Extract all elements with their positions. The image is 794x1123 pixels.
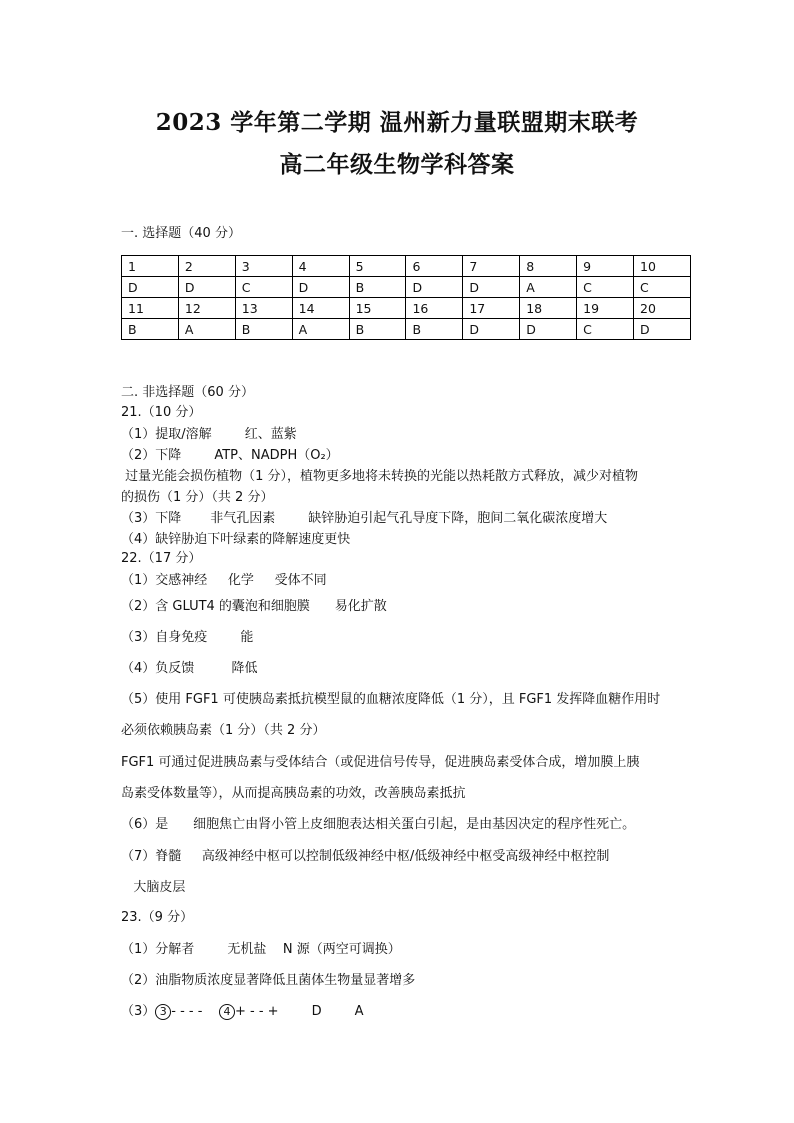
- answer-table-cell: B: [235, 319, 292, 340]
- answer-table-cell: D: [634, 319, 691, 340]
- answer-table-cell: 4: [292, 256, 349, 277]
- q23-answer-3-signs-a: - - - -: [171, 1004, 219, 1019]
- q21-answer-1: （1）提取/溶解 红、蓝紫: [121, 427, 297, 442]
- answer-table-cell: D: [520, 319, 577, 340]
- q22-answer-2: （2）含 GLUT4 的囊泡和细胞膜 易化扩散: [121, 599, 387, 614]
- q22-answer-5: （5）使用 FGF1 可使胰岛素抵抗模型鼠的血糖浓度降低（1 分），且 FGF1 发挥降血糖作用时: [121, 692, 661, 707]
- answer-table-row: [122, 298, 691, 319]
- q22-answer-5-mechanism: FGF1 可通过促进胰岛素与受体结合（或促进信号传导，促进胰岛素受体合成，增加膜上胰: [121, 755, 640, 770]
- answer-table-cell: 13: [235, 298, 292, 319]
- answer-table-cell: C: [634, 277, 691, 298]
- answer-table-cell: 6: [406, 256, 463, 277]
- answer-table-cell: D: [292, 277, 349, 298]
- answer-table-cell: 18: [520, 298, 577, 319]
- answer-table-cell: 12: [178, 298, 235, 319]
- q22-answer-4: （4）负反馈 降低: [121, 661, 258, 676]
- answer-table-cell: 1: [122, 256, 179, 277]
- title-line-2: 高二年级生物学科答案: [279, 151, 515, 178]
- answer-table-row: [122, 277, 691, 298]
- answer-table-cell: D: [463, 319, 520, 340]
- circled-number-4: 4: [219, 1004, 235, 1020]
- section-choice-heading: 一. 选择题（40 分）: [121, 226, 241, 241]
- q21-answer-2-note-cont: 的损伤（1 分）（共 2 分）: [121, 490, 274, 505]
- q22-answer-5-mechanism-cont: 岛素受体数量等），从而提高胰岛素的功效，改善胰岛素抵抗: [121, 786, 466, 801]
- answer-table-cell: A: [520, 277, 577, 298]
- answer-table-cell: D: [122, 277, 179, 298]
- answer-table-cell: A: [178, 319, 235, 340]
- answer-table-cell: 19: [577, 298, 634, 319]
- answer-table: [121, 255, 691, 340]
- answer-table-cell: 14: [292, 298, 349, 319]
- answer-table-cell: 3: [235, 256, 292, 277]
- q23-heading: 23.（9 分）: [121, 910, 194, 925]
- answer-table-cell: C: [577, 277, 634, 298]
- section-nonchoice-heading: 二. 非选择题（60 分）: [121, 385, 254, 400]
- answer-table-cell: 17: [463, 298, 520, 319]
- q22-answer-6: （6）是 细胞焦亡由肾小管上皮细胞表达相关蛋白引起，是由基因决定的程序性死亡。: [121, 817, 636, 832]
- q22-heading: 22.（17 分）: [121, 551, 202, 566]
- answer-table-cell: B: [349, 319, 406, 340]
- answer-table-cell: D: [178, 277, 235, 298]
- q21-answer-2: （2）下降 ATP、NADPH（O₂）: [121, 448, 339, 463]
- answer-table-cell: D: [406, 277, 463, 298]
- q23-answer-1: （1）分解者 无机盐 N 源（两空可调换）: [121, 942, 401, 957]
- answer-table-cell: B: [349, 277, 406, 298]
- answer-table-cell: A: [292, 319, 349, 340]
- answer-table-cell: C: [577, 319, 634, 340]
- q21-answer-3: （3）下降 非气孔因素 缺锌胁迫引起气孔导度下降，胞间二氧化碳浓度增大: [121, 511, 608, 526]
- q21-answer-4: （4）缺锌胁迫下叶绿素的降解速度更快: [121, 532, 351, 547]
- answer-table-cell: 9: [577, 256, 634, 277]
- answer-table-cell: D: [463, 277, 520, 298]
- answer-table-cell: 8: [520, 256, 577, 277]
- answer-table-cell: 2: [178, 256, 235, 277]
- title-line-1: 2023 学年第二学期 温州新力量联盟期末联考: [155, 109, 639, 136]
- answer-table-cell: B: [122, 319, 179, 340]
- q21-answer-2-note: 过量光能会损伤植物（1 分），植物更多地将未转换的光能以热耗散方式释放，减少对植物: [121, 469, 639, 484]
- circled-number-3: 3: [155, 1004, 171, 1020]
- q22-answer-5-cont: 必须依赖胰岛素（1 分）（共 2 分）: [121, 723, 326, 738]
- answer-table-row: [122, 256, 691, 277]
- q22-answer-3: （3）自身免疫 能: [121, 630, 254, 645]
- q22-answer-7-cont: 大脑皮层: [121, 880, 186, 895]
- answer-table-cell: B: [406, 319, 463, 340]
- answer-table-row: [122, 319, 691, 340]
- answer-table-cell: 20: [634, 298, 691, 319]
- q21-heading: 21.（10 分）: [121, 405, 202, 420]
- answer-table-cell: 11: [122, 298, 179, 319]
- q23-answer-3-signs-b: + - - + D A: [234, 1004, 364, 1019]
- q23-answer-3: [121, 1004, 364, 1020]
- answer-table-cell: 5: [349, 256, 406, 277]
- answer-table-cell: 7: [463, 256, 520, 277]
- answer-table-cell: C: [235, 277, 292, 298]
- answer-table-cell: 16: [406, 298, 463, 319]
- answer-table-cell: 10: [634, 256, 691, 277]
- q23-answer-2: （2）油脂物质浓度显著降低且菌体生物量显著增多: [121, 973, 416, 988]
- q22-answer-1: （1）交感神经 化学 受体不同: [121, 573, 327, 588]
- answer-table-cell: 15: [349, 298, 406, 319]
- q22-answer-7: （7）脊髓 高级神经中枢可以控制低级神经中枢/低级神经中枢受高级神经中枢控制: [121, 849, 610, 864]
- q23-answer-3-prefix: （3）: [121, 1004, 156, 1019]
